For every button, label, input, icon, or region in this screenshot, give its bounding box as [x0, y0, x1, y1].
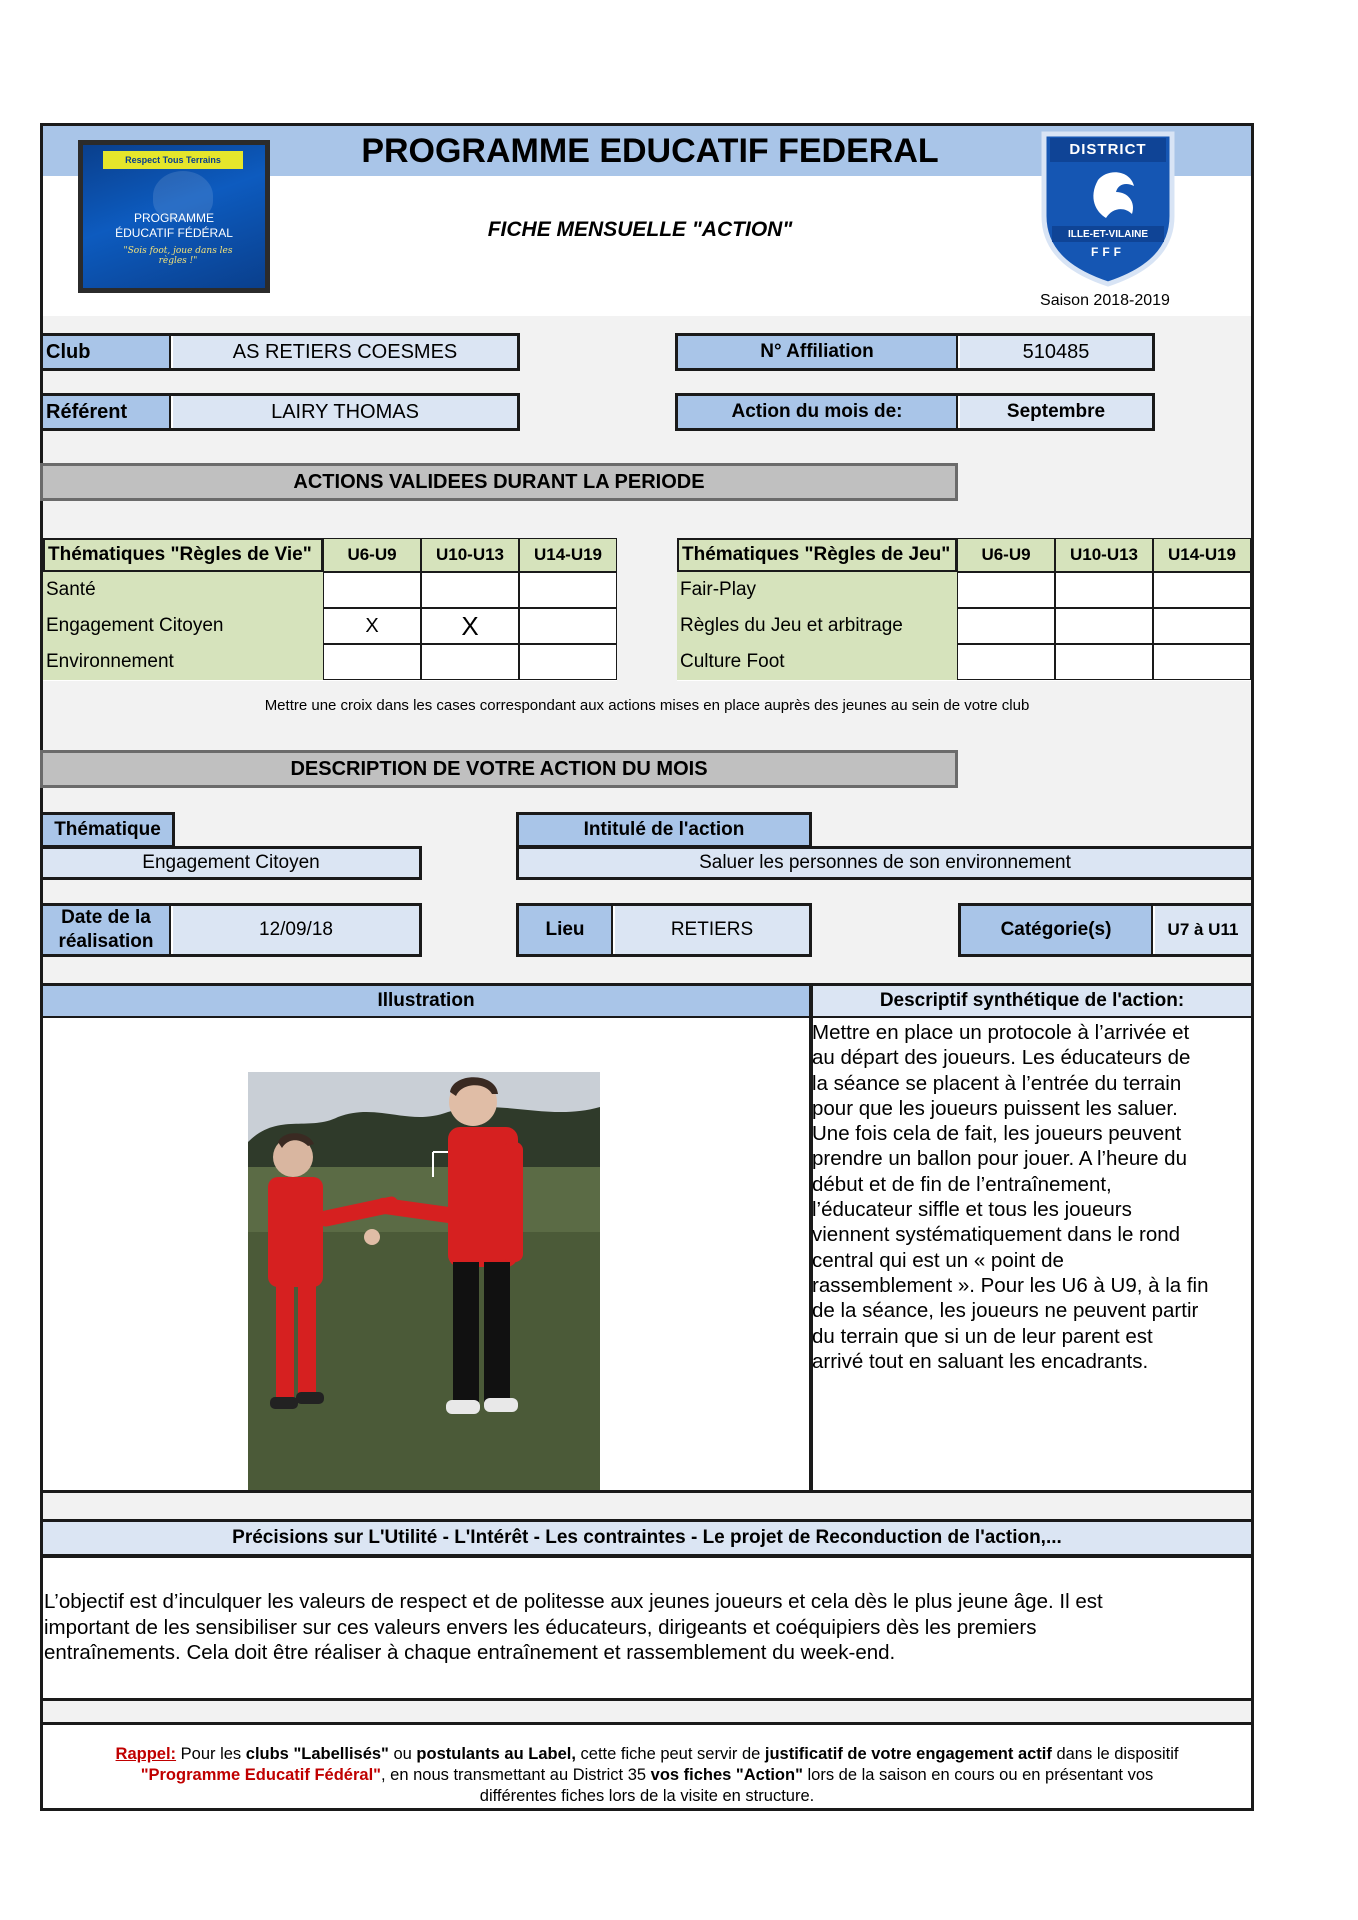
rappel-line2 — [43, 1765, 1251, 1786]
precisions-line: important de les sensibiliser sur ces valeurs envers les éducateurs, dirigeants et coéquipiers dès les premiers — [44, 1615, 1037, 1639]
descriptif-line: début et de fin de l’entraînement, — [812, 1172, 1112, 1196]
descriptif-line: de la séance, les joueurs ne peuvent partir — [812, 1299, 1199, 1323]
date-value[interactable]: 12/09/18 — [173, 906, 419, 954]
vie-cell[interactable] — [421, 644, 519, 680]
rappel-red-part: "Programme Educatif Fédéral" — [140, 1766, 381, 1784]
categorie-label: Catégorie(s) — [961, 906, 1153, 954]
jeu-cell[interactable] — [1055, 572, 1153, 608]
rappel-bold-part: postulants au Label, — [416, 1745, 576, 1763]
descriptif-line: au départ des joueurs. Les éducateurs de — [812, 1046, 1191, 1070]
affiliation-value[interactable]: 510485 — [960, 336, 1152, 368]
logo-line1: PROGRAMME — [133, 211, 214, 225]
jeu-col-u10: U10-U13 — [1055, 538, 1153, 572]
categorie-value[interactable]: U7 à U11 — [1155, 906, 1251, 954]
illustration-label: Illustration — [43, 986, 809, 1018]
vie-row-label: Engagement Citoyen — [43, 608, 323, 644]
jeu-row-label: Règles du Jeu et arbitrage — [677, 608, 957, 644]
rappel-text-part: ou — [388, 1745, 417, 1763]
club-label: Club — [43, 336, 171, 368]
intitule-label: Intitulé de l'action — [516, 812, 812, 848]
descriptif-line: la séance se placent à l’entrée du terrain — [812, 1071, 1182, 1095]
vie-row-label: Environnement — [43, 644, 323, 680]
referent-value[interactable]: LAIRY THOMAS — [173, 396, 517, 428]
descriptif-line: viennent systématiquement dans le rond — [812, 1223, 1181, 1247]
vie-cell[interactable] — [323, 644, 421, 680]
descriptif-line: pour que les joueurs puissent les saluer. — [812, 1096, 1178, 1120]
precisions-label: Précisions sur L'Utilité - L'Intérêt - Les contraintes - Le projet de Reconduction de l'action,... — [40, 1519, 1254, 1557]
rappel-text-part: lors de la saison en cours ou en présentant vos — [802, 1766, 1154, 1784]
jeu-cell[interactable] — [957, 572, 1055, 608]
descriptif-line: arrivé tout en saluant les encadrants. — [812, 1349, 1149, 1373]
month-value[interactable]: Septembre — [960, 396, 1152, 428]
descriptif-line: Mettre en place un protocole à l’arrivée et — [812, 1021, 1190, 1044]
descriptif-line: du terrain que si un de leur parent est — [812, 1324, 1153, 1348]
jeu-cell[interactable] — [957, 608, 1055, 644]
jeu-header: Thématiques "Règles de Jeu" — [677, 538, 957, 572]
precisions-line: entraînements. Cela doit être réaliser à chaque entraînement et rassemblement du week-end. — [44, 1641, 896, 1664]
rappel-line3: différentes fiches lors de la visite en structure. — [479, 1787, 815, 1805]
rappel-text-part: Pour les — [176, 1745, 246, 1763]
referent-label: Référent — [43, 396, 171, 428]
club-value[interactable]: AS RETIERS COESMES — [173, 336, 517, 368]
affiliation-label: N° Affiliation — [678, 336, 958, 368]
jeu-cell[interactable] — [1055, 644, 1153, 680]
vie-cell[interactable]: X — [421, 608, 519, 644]
description-section-title: DESCRIPTION DE VOTRE ACTION DU MOIS — [40, 750, 958, 788]
logo-slogan: "Sois foot, joue dans les règles !" — [123, 246, 233, 266]
descriptif-line: rassemblement ». Pour les U6 à U9, à la fin — [812, 1273, 1209, 1297]
descriptif-line: Une fois cela de fait, les joueurs peuvent — [812, 1122, 1182, 1146]
logo-line2: ÉDUCATIF FÉDÉRAL — [115, 226, 233, 240]
descriptif-text[interactable] — [812, 1020, 1252, 1373]
date-label — [43, 906, 171, 954]
vie-cell[interactable] — [323, 572, 421, 608]
rappel-bold-part: justificatif de votre engagement actif — [764, 1745, 1052, 1763]
date-label-line1: Date de la — [61, 907, 151, 928]
vie-cell[interactable] — [519, 572, 617, 608]
district-logo-top: DISTRICT — [1069, 140, 1147, 158]
vie-header: Thématiques "Règles de Vie" — [43, 538, 323, 572]
lieu-label: Lieu — [519, 906, 613, 954]
date-label-line2: réalisation — [58, 931, 154, 952]
rappel-text-part: cette fiche peut servir de — [575, 1745, 765, 1763]
intitule-value[interactable]: Saluer les personnes de son environnement — [516, 846, 1254, 880]
jeu-row-label: Culture Foot — [677, 644, 957, 680]
district-logo — [1038, 128, 1178, 288]
rappel-bold-part: clubs "Labellisés" — [245, 1745, 389, 1763]
vie-col-u6: U6-U9 — [323, 538, 421, 572]
vie-col-u10: U10-U13 — [421, 538, 519, 572]
jeu-cell[interactable] — [1153, 572, 1251, 608]
descriptif-label: Descriptif synthétique de l'action: — [813, 986, 1251, 1018]
jeu-cell[interactable] — [1055, 608, 1153, 644]
descriptif-line: prendre un ballon pour jouer. A l’heure du — [812, 1147, 1187, 1171]
jeu-cell[interactable] — [1153, 608, 1251, 644]
thematique-value[interactable]: Engagement Citoyen — [40, 846, 422, 880]
jeu-row-label: Fair-Play — [677, 572, 957, 608]
rappel-text — [43, 1744, 1251, 1810]
vie-cell[interactable] — [519, 644, 617, 680]
precisions-text[interactable] — [44, 1589, 1250, 1669]
rappel-line1 — [43, 1744, 1251, 1765]
page-subtitle: FICHE MENSUELLE "ACTION" — [487, 218, 793, 241]
jeu-cell[interactable] — [957, 644, 1055, 680]
vie-col-u14: U14-U19 — [519, 538, 617, 572]
pef-logo — [78, 140, 270, 293]
actions-section-title: ACTIONS VALIDEES DURANT LA PERIODE — [40, 463, 958, 501]
vie-cell[interactable] — [421, 572, 519, 608]
vie-row-label: Santé — [43, 572, 323, 608]
lieu-value[interactable]: RETIERS — [615, 906, 809, 954]
logo-banner: Respect Tous Terrains — [103, 151, 243, 169]
actions-note: Mettre une croix dans les cases correspondant aux actions mises en place auprès des jeunes au sein de votre club — [264, 696, 1030, 714]
thematique-label: Thématique — [40, 812, 175, 848]
rappel-text-part: , en nous transmettant au District 35 — [381, 1766, 651, 1784]
rappel-label: Rappel: — [115, 1745, 177, 1763]
illustration-photo — [248, 1072, 600, 1490]
page-title: PROGRAMME EDUCATIF FEDERAL — [361, 131, 939, 170]
vie-table — [43, 538, 617, 681]
vie-cell[interactable]: X — [323, 608, 421, 644]
descriptif-line: central qui est un « point de — [812, 1248, 1064, 1272]
season-label: Saison 2018-2019 — [1040, 292, 1170, 309]
jeu-table — [677, 538, 1251, 681]
district-logo-bottom: FFF — [1091, 245, 1125, 259]
rappel-bold-part: vos fiches "Action" — [650, 1766, 803, 1784]
descriptif-line: l’éducateur siffle et tous les joueurs — [812, 1198, 1132, 1222]
vie-cell[interactable] — [519, 608, 617, 644]
jeu-col-u14: U14-U19 — [1153, 538, 1251, 572]
jeu-col-u6: U6-U9 — [957, 538, 1055, 572]
jeu-cell[interactable] — [1153, 644, 1251, 680]
month-label: Action du mois de: — [678, 396, 958, 428]
rappel-text-part: dans le dispositif — [1051, 1745, 1179, 1763]
precisions-line: L’objectif est d’inculquer les valeurs de respect et de politesse aux jeunes joueurs et cela dès le plus jeune âge. Il est — [44, 1590, 1103, 1613]
district-logo-middle: ILLE-ET-VILAINE — [1068, 228, 1148, 240]
